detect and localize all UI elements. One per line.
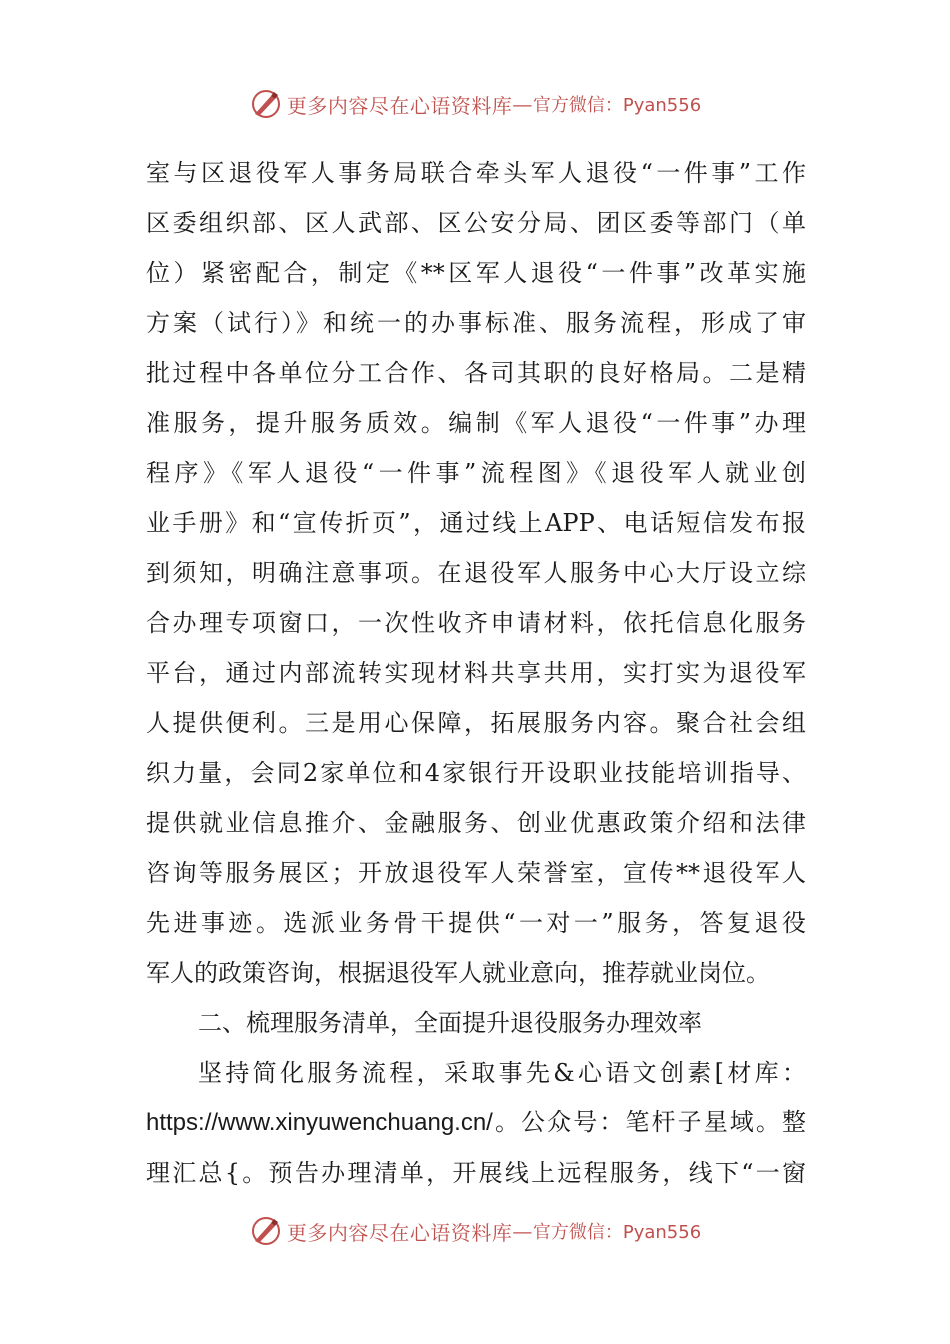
body-line: 理汇总{。预告办理清单，开展线上远程服务，线下“一窗 [146, 1159, 806, 1187]
body-line: 方案（试行）》和统一的办事标准、服务流程，形成了审 [146, 309, 806, 337]
pen-circle-logo-icon [249, 1214, 283, 1248]
watermark-dash: — [512, 92, 533, 116]
body-line: 位）紧密配合，制定《**区军人退役“一件事”改革实施 [146, 259, 806, 287]
body-line: 人提供便利。三是用心保障，拓展服务内容。聚合社会组 [146, 709, 806, 737]
body-line: 程序》《军人退役“一件事”流程图》《退役军人就业创 [146, 459, 806, 487]
body-line: 提供就业信息推介、金融服务、创业优惠政策介绍和法律 [146, 809, 806, 837]
body-line: 业手册》和“宣传折页”，通过线上APP、电话短信发布报 [146, 509, 806, 537]
body-line: 军人的政策咨询，根据退役军人就业意向，推荐就业岗位。 [146, 959, 770, 987]
footer-watermark [0, 1211, 950, 1251]
pen-circle-logo-icon [249, 87, 283, 121]
section-heading: 二、梳理服务清单，全面提升退役服务办理效率 [198, 1009, 702, 1037]
body-line: 咨询等服务展区；开放退役军人荣誉室，宣传**退役军人 [146, 859, 806, 887]
body-line: 批过程中各单位分工合作、各司其职的良好格局。二是精 [146, 359, 806, 387]
body-line: 室与区退役军人事务局联合牵头军人退役“一件事”工作 [146, 159, 806, 187]
body-line: 区委组织部、区人武部、区公安分局、团区委等部门（单 [146, 209, 806, 237]
body-line: 坚持简化服务流程，采取事先&心语文创素[材库： [198, 1059, 806, 1087]
watermark-brand-text: 更多内容尽在心语资料库 [286, 1220, 513, 1245]
body-line: 先进事迹。选派业务骨干提供“一对一”服务，答复退役 [146, 909, 806, 937]
body-line-url: https://www.xinyuwenchuang.cn/。公众号：笔杆子星域。整 [146, 1109, 806, 1136]
body-line: 准服务，提升服务质效。编制《军人退役“一件事”办理 [146, 409, 806, 437]
watermark-dash: — [512, 1219, 533, 1243]
body-line: 到须知，明确注意事项。在退役军人服务中心大厅设立综 [146, 559, 806, 587]
watermark-brand-text: 更多内容尽在心语资料库 [286, 93, 513, 118]
body-line: 织力量，会同2家单位和4家银行开设职业技能培训指导、 [146, 759, 806, 787]
header-watermark [0, 84, 950, 124]
body-line: 平台，通过内部流转实现材料共享共用，实打实为退役军 [146, 659, 806, 687]
document-body [146, 148, 806, 1198]
body-line: 合办理专项窗口，一次性收齐申请材料，依托信息化服务 [146, 609, 806, 637]
watermark-contact-text: 官方微信：Pyan556 [532, 95, 702, 116]
watermark-contact-text: 官方微信：Pyan556 [532, 1222, 702, 1243]
